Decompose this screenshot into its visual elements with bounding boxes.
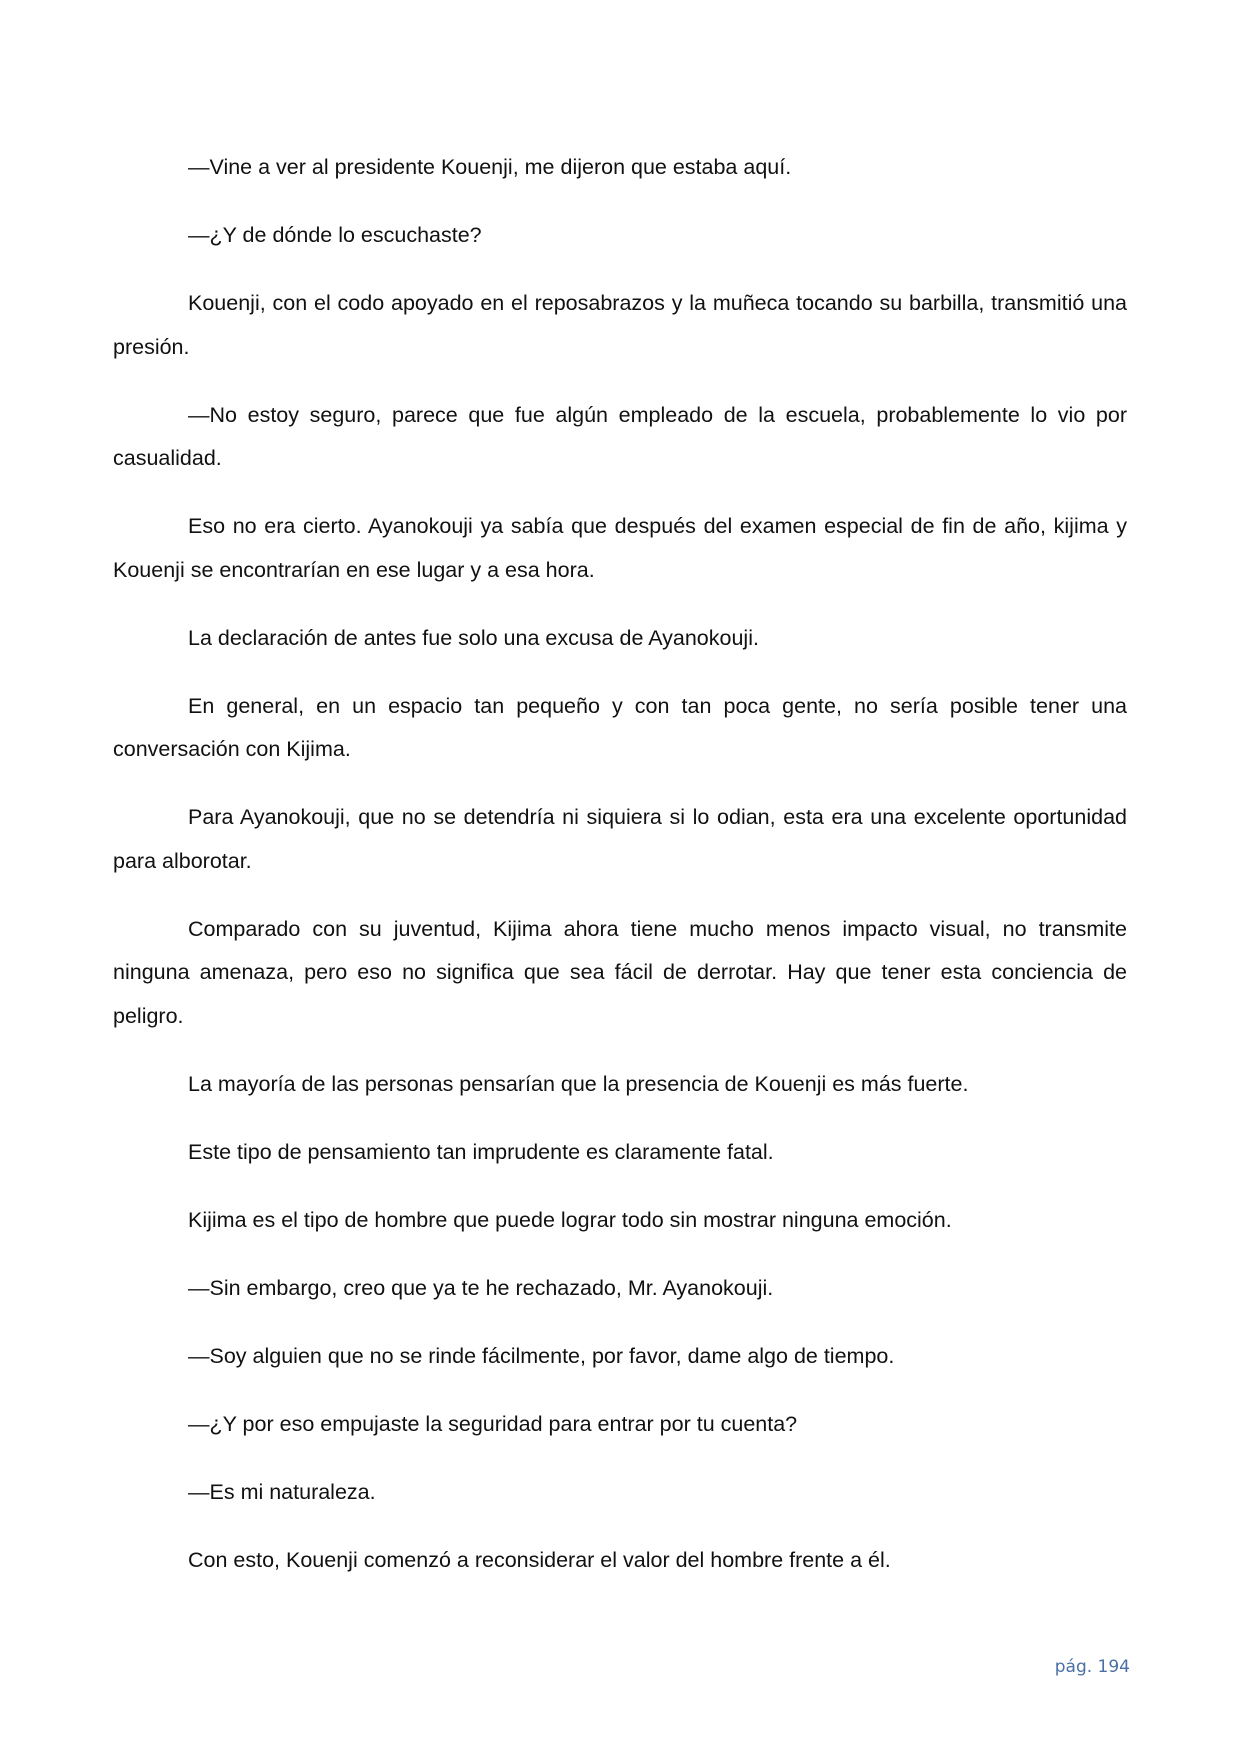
paragraph: Kouenji, con el codo apoyado en el reposabrazos y la muñeca tocando su barbilla, transmitió una presión. [113, 291, 1127, 359]
paragraph: Para Ayanokouji, que no se detendría ni siquiera si lo odian, esta era una excelente oportunidad para alborotar. [113, 805, 1127, 873]
paragraph: —No estoy seguro, parece que fue algún empleado de la escuela, probablemente lo vio por casualidad. [113, 402, 1127, 470]
body-text [113, 146, 1127, 1607]
paragraph: Con esto, Kouenji comenzó a reconsiderar el valor del hombre frente a él. [188, 1547, 891, 1572]
page-number: pág. 194 [1054, 1657, 1130, 1677]
paragraph: —Soy alguien que no se rinde fácilmente, por favor, dame algo de tiempo. [188, 1343, 895, 1368]
paragraph: Kijima es el tipo de hombre que puede lograr todo sin mostrar ninguna emoción. [188, 1207, 952, 1232]
paragraph: —¿Y de dónde lo escuchaste? [188, 223, 482, 247]
paragraph: —Sin embargo, creo que ya te he rechazado, Mr. Ayanokouji. [188, 1275, 774, 1300]
paragraph: —Es mi naturaleza. [188, 1479, 376, 1504]
paragraph: En general, en un espacio tan pequeño y con tan poca gente, no sería posible tener una conversación con Kijima. [113, 693, 1127, 761]
paragraph: Este tipo de pensamiento tan imprudente es claramente fatal. [188, 1139, 774, 1164]
paragraph: Eso no era cierto. Ayanokouji ya sabía que después del examen especial de fin de año, kijima y Kouenji se encontrarían en ese lugar y a esa hora. [113, 514, 1127, 582]
paragraph: —¿Y por eso empujaste la seguridad para entrar por tu cuenta? [188, 1411, 798, 1436]
paragraph: La declaración de antes fue solo una excusa de Ayanokouji. [188, 625, 759, 650]
paragraph: Comparado con su juventud, Kijima ahora tiene mucho menos impacto visual, no transmite ninguna amenaza, pero eso no significa que sea fácil de derrotar. Hay que tener esta conciencia de peligro. [113, 916, 1127, 1028]
paragraph: —Vine a ver al presidente Kouenji, me dijeron que estaba aquí. [188, 155, 792, 179]
paragraph: La mayoría de las personas pensarían que la presencia de Kouenji es más fuerte. [188, 1071, 969, 1096]
